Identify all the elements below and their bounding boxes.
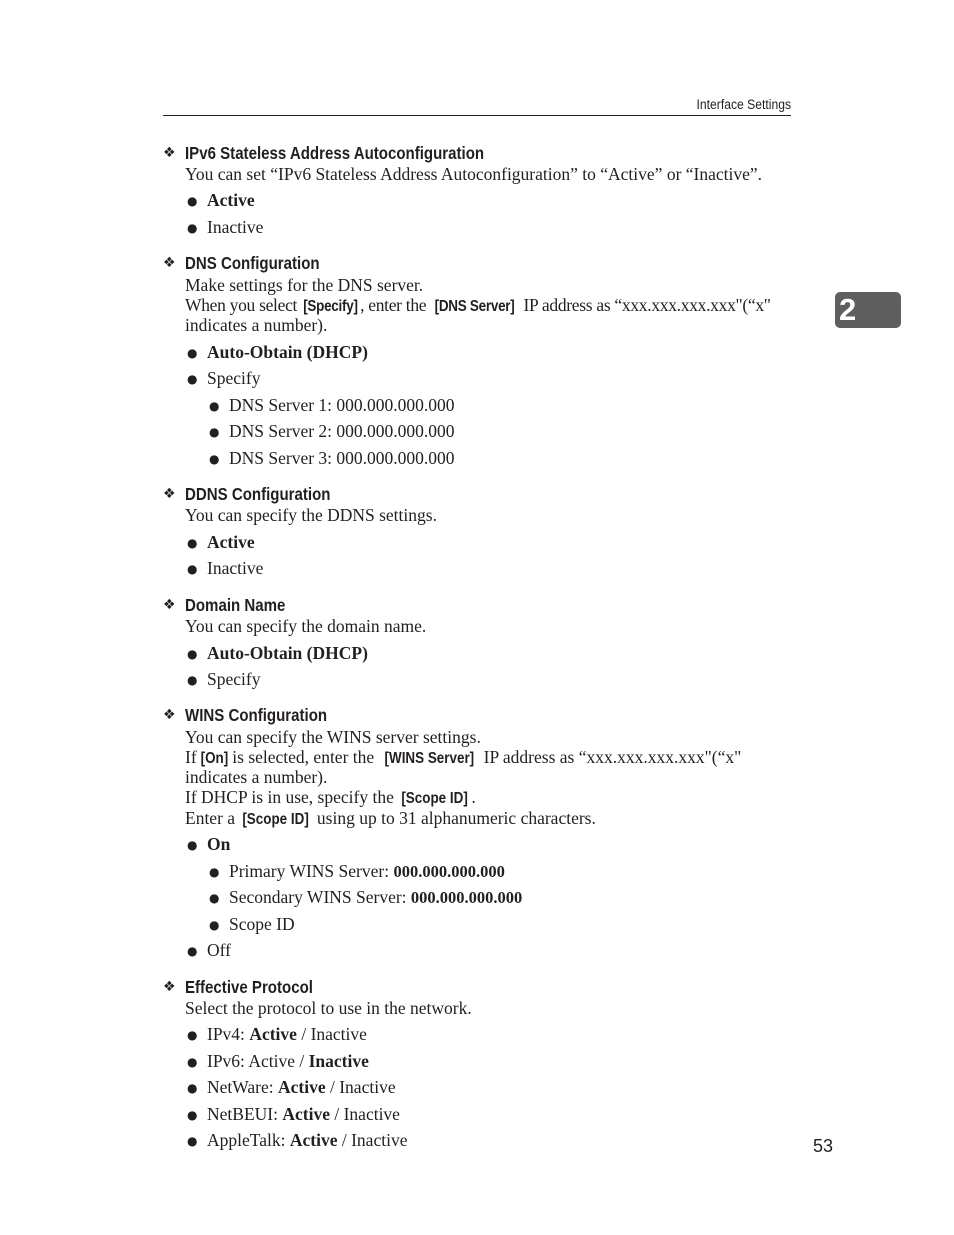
key-label-wins-server: [WINS Server]: [384, 750, 474, 767]
list-item: ● NetWare: Active / Inactive: [187, 1077, 396, 1097]
section-description: indicates a number).: [185, 767, 328, 787]
diamond-ornament-icon: ❖: [163, 145, 176, 161]
chapter-number: 2: [839, 292, 857, 327]
list-item: ● DNS Server 1: 000.000.000.000: [209, 395, 455, 415]
diamond-ornament-icon: ❖: [163, 255, 176, 271]
key-label-scope-id: [Scope ID]: [242, 811, 310, 828]
key-label-on: [On]: [200, 750, 229, 767]
list-item: ● AppleTalk: Active / Inactive: [187, 1130, 408, 1150]
list-item: ● Secondary WINS Server: 000.000.000.000: [209, 887, 523, 907]
section-title: DNS Configuration: [185, 253, 320, 273]
section-title: IPv6 Stateless Address Autoconfiguration: [185, 143, 485, 163]
list-item: ● Off: [187, 940, 231, 960]
list-item: ● On: [187, 834, 231, 854]
list-item: ● Inactive: [187, 558, 264, 578]
page-number: 53: [813, 1136, 834, 1156]
section-description: You can specify the WINS server settings.: [185, 727, 481, 747]
running-header: [163, 94, 791, 116]
section-description: Enter a [Scope ID] using up to 31 alphanumeric characters.: [185, 808, 596, 828]
list-item: ● Auto-Obtain (DHCP): [187, 643, 368, 663]
section-title: Effective Protocol: [185, 977, 313, 997]
header-title: Interface Settings: [696, 97, 791, 112]
list-item: ● Inactive: [187, 217, 264, 237]
key-label-dns-server: [DNS Server]: [434, 298, 515, 315]
diamond-ornament-icon: ❖: [163, 979, 176, 995]
section-description: If [On] is selected, enter the [WINS Server] IP address as “xxx.xxx.xxx.xxx"(“x": [185, 747, 742, 767]
diamond-ornament-icon: ❖: [163, 707, 176, 723]
list-item: ● NetBEUI: Active / Inactive: [187, 1104, 400, 1124]
section-description: Make settings for the DNS server.: [185, 275, 424, 295]
section-description: You can specify the domain name.: [185, 616, 427, 636]
section-title: WINS Configuration: [185, 705, 328, 725]
list-item: ● IPv4: Active / Inactive: [187, 1024, 367, 1044]
section-description: You can set “IPv6 Stateless Address Autoconfiguration” to “Active” or “Inactive”.: [185, 164, 763, 184]
diamond-ornament-icon: ❖: [163, 486, 176, 502]
list-item: ● DNS Server 2: 000.000.000.000: [209, 421, 455, 441]
list-item: ● Primary WINS Server: 000.000.000.000: [209, 861, 505, 881]
section-description: indicates a number).: [185, 315, 328, 335]
section-description: Select the protocol to use in the network.: [185, 998, 472, 1018]
section-title: DDNS Configuration: [185, 484, 331, 504]
key-label-specify: [Specify]: [303, 298, 358, 315]
diamond-ornament-icon: ❖: [163, 597, 176, 613]
section-description: You can specify the DDNS settings.: [185, 505, 437, 525]
list-item: ● Active: [187, 190, 255, 210]
list-item: ● DNS Server 3: 000.000.000.000: [209, 448, 455, 468]
key-label-scope-id: [Scope ID]: [401, 790, 469, 807]
list-item: ● Auto-Obtain (DHCP): [187, 342, 368, 362]
list-item: ● Scope ID: [209, 914, 295, 934]
section-description: When you select [Specify] , enter the [DNS Server] IP address as “xxx.xxx.xxx.xxx"(“x": [185, 295, 771, 315]
list-item: ● IPv6: Active / Inactive: [187, 1051, 369, 1071]
chapter-tab: [835, 292, 901, 328]
list-item: ● Specify: [187, 669, 261, 689]
section-description: If DHCP is in use, specify the [Scope ID] .: [185, 787, 476, 807]
list-item: ● Active: [187, 532, 255, 552]
list-item: ● Specify: [187, 368, 261, 388]
section-title: Domain Name: [185, 595, 286, 615]
